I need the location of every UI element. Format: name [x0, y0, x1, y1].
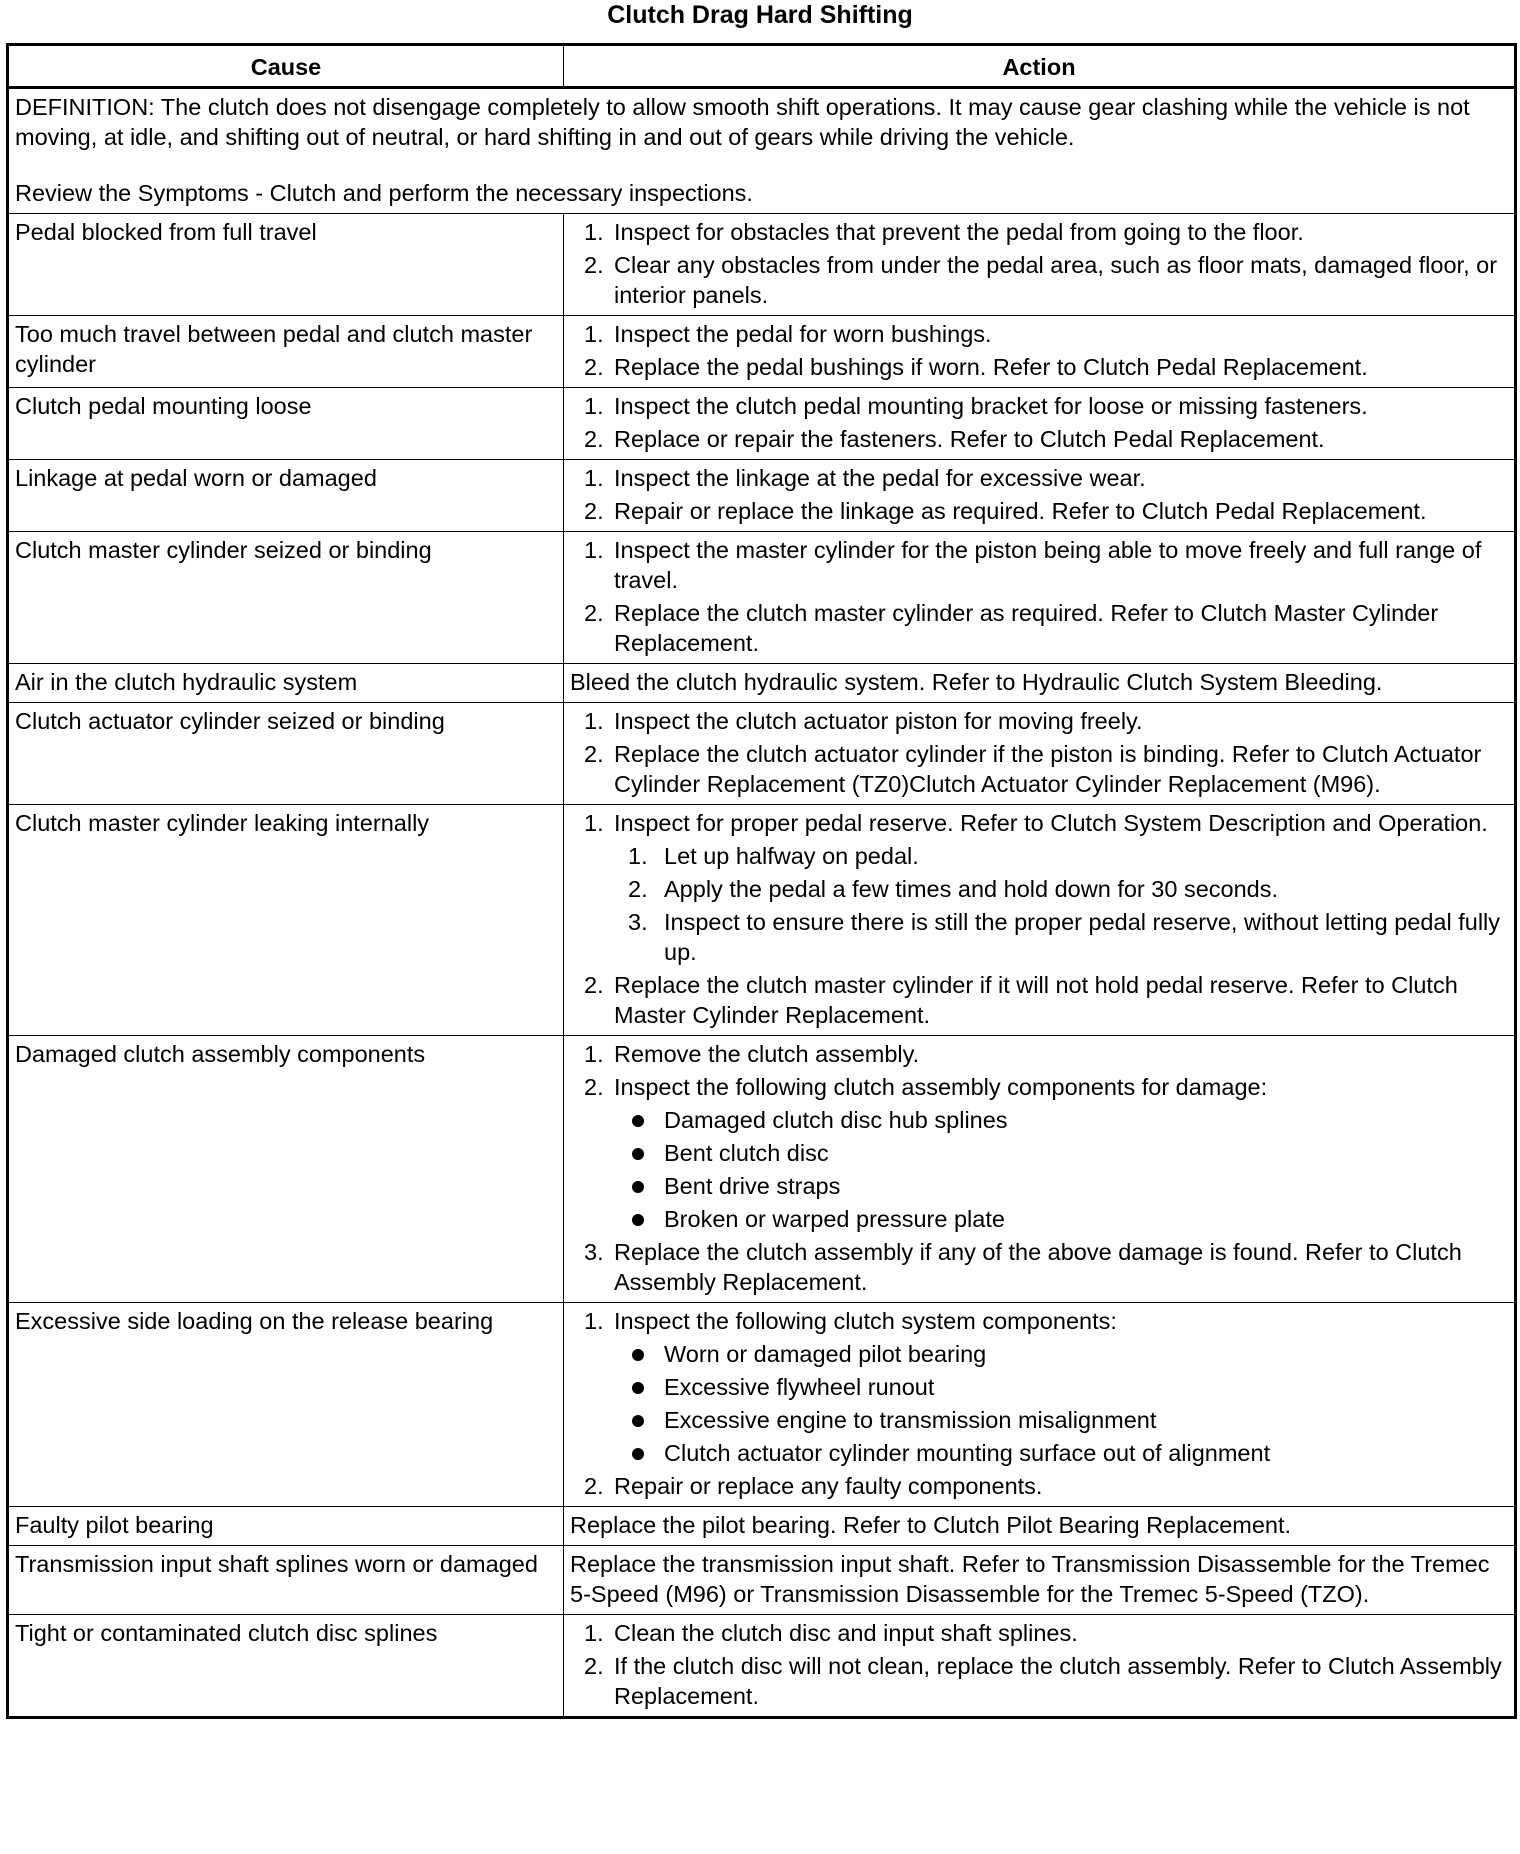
step-item: [570, 250, 1508, 310]
action-cell: [564, 1615, 1516, 1718]
step-item: [570, 970, 1508, 1030]
step-number: 1.: [584, 1308, 604, 1334]
step-text: Inspect the master cylinder for the piston being able to move freely and full range of travel.: [614, 537, 1482, 593]
action-cell: [564, 214, 1516, 316]
cause-cell: Tight or contaminated clutch disc splines: [8, 1615, 564, 1718]
action-cell: Bleed the clutch hydraulic system. Refer to Hydraulic Clutch System Bleeding.: [564, 664, 1516, 703]
step-text: Replace the pedal bushings if worn. Refer to Clutch Pedal Replacement.: [614, 354, 1368, 380]
bullet-item: [614, 1438, 1508, 1468]
step-number: 2.: [584, 498, 604, 524]
step-list: [570, 1306, 1508, 1501]
step-item: [570, 598, 1508, 658]
substep-item: [614, 841, 1508, 871]
step-item: [570, 391, 1508, 421]
substep-list: [614, 841, 1508, 967]
bullet-item: [614, 1105, 1508, 1135]
cause-column-header: Cause: [8, 45, 564, 88]
bullet-list: [614, 1339, 1508, 1468]
table-row: [8, 805, 1516, 1036]
step-text: Replace or repair the fasteners. Refer to Clutch Pedal Replacement.: [614, 426, 1325, 452]
step-number: 2.: [584, 1473, 604, 1499]
bullet-dot-icon: [632, 1349, 644, 1361]
definition-text: DEFINITION: The clutch does not disengage completely to allow smooth shift operations. It may cause gear clashing while the vehicle is not moving, at idle, and shifting out of neutral, or hard shifting in and out of gears while driving the vehicle.: [15, 94, 1470, 150]
step-list: [570, 1039, 1508, 1297]
step-text: Clear any obstacles from under the pedal area, such as floor mats, damaged floor, or interior panels.: [614, 252, 1498, 308]
substep-number: 3.: [628, 909, 648, 935]
definition-cell: [8, 88, 1516, 214]
bullet-dot-icon: [632, 1448, 644, 1460]
table-row: [8, 1507, 1516, 1546]
step-item: [570, 1237, 1508, 1297]
step-text: Repair or replace any faulty components.: [614, 1473, 1043, 1499]
document-title: Clutch Drag Hard Shifting: [607, 1, 913, 29]
action-column-header: Action: [564, 45, 1516, 88]
step-number: 2.: [584, 741, 604, 767]
bullet-dot-icon: [632, 1382, 644, 1394]
step-list: [570, 1618, 1508, 1711]
bullet-text: Clutch actuator cylinder mounting surface out of alignment: [664, 1440, 1271, 1466]
step-item: [570, 706, 1508, 736]
bullet-text: Broken or warped pressure plate: [664, 1206, 1005, 1232]
step-item: [570, 463, 1508, 493]
step-item: [570, 319, 1508, 349]
step-number: 1.: [584, 321, 604, 347]
step-item: [570, 535, 1508, 595]
step-number: 2.: [584, 354, 604, 380]
bullet-text: Bent drive straps: [664, 1173, 841, 1199]
step-item: [570, 1306, 1508, 1468]
step-number: 2.: [584, 972, 604, 998]
bullet-dot-icon: [632, 1181, 644, 1193]
action-cell: [564, 532, 1516, 664]
table-row: [8, 460, 1516, 532]
bullet-item: [614, 1171, 1508, 1201]
bullet-text: Damaged clutch disc hub splines: [664, 1107, 1008, 1133]
substep-item: [614, 874, 1508, 904]
cause-cell: Air in the clutch hydraulic system: [8, 664, 564, 703]
action-cell: [564, 805, 1516, 1036]
step-text: Inspect the pedal for worn bushings.: [614, 321, 992, 347]
step-item: [570, 217, 1508, 247]
step-list: [570, 463, 1508, 526]
action-cell: [564, 388, 1516, 460]
step-text: Repair or replace the linkage as required. Refer to Clutch Pedal Replacement.: [614, 498, 1427, 524]
step-text: Inspect for proper pedal reserve. Refer to Clutch System Description and Operation.: [614, 810, 1488, 836]
step-item: [570, 496, 1508, 526]
bullet-text: Excessive flywheel runout: [664, 1374, 935, 1400]
table-row: [8, 1615, 1516, 1718]
step-text: Clean the clutch disc and input shaft splines.: [614, 1620, 1078, 1646]
table-row: [8, 1036, 1516, 1303]
action-cell: [564, 460, 1516, 532]
cause-cell: Pedal blocked from full travel: [8, 214, 564, 316]
table-row: [8, 316, 1516, 388]
step-text: Inspect the clutch pedal mounting bracket for loose or missing fasteners.: [614, 393, 1368, 419]
substep-text: Apply the pedal a few times and hold down for 30 seconds.: [664, 876, 1278, 902]
step-list: [570, 706, 1508, 799]
bullet-dot-icon: [632, 1415, 644, 1427]
table-row: [8, 1546, 1516, 1615]
step-number: 3.: [584, 1239, 604, 1265]
cause-cell: Clutch master cylinder leaking internally: [8, 805, 564, 1036]
action-cell: [564, 316, 1516, 388]
step-item: [570, 424, 1508, 454]
step-text: Inspect for obstacles that prevent the pedal from going to the floor.: [614, 219, 1304, 245]
action-cell: Replace the transmission input shaft. Refer to Transmission Disassemble for the Tremec 5-Speed (M96) or Transmission Disassemble for the Tremec 5-Speed (TZO).: [564, 1546, 1516, 1615]
step-text: Replace the clutch assembly if any of the above damage is found. Refer to Clutch Assembly Replacement.: [614, 1239, 1462, 1295]
step-item: [570, 1072, 1508, 1234]
step-number: 2.: [584, 426, 604, 452]
step-number: 1.: [584, 219, 604, 245]
step-number: 1.: [584, 810, 604, 836]
step-text: Inspect the following clutch system components:: [614, 1308, 1117, 1334]
cause-cell: Clutch actuator cylinder seized or binding: [8, 703, 564, 805]
cause-cell: Transmission input shaft splines worn or damaged: [8, 1546, 564, 1615]
substep-text: Inspect to ensure there is still the proper pedal reserve, without letting pedal fully up.: [664, 909, 1501, 965]
cause-cell: Damaged clutch assembly components: [8, 1036, 564, 1303]
step-item: [570, 1039, 1508, 1069]
substep-text: Let up halfway on pedal.: [664, 843, 919, 869]
definition-row: [8, 88, 1516, 214]
table-row: [8, 703, 1516, 805]
header-row: [8, 45, 1516, 88]
action-cell: [564, 703, 1516, 805]
review-note: Review the Symptoms - Clutch and perform the necessary inspections.: [15, 180, 753, 206]
step-text: Replace the clutch actuator cylinder if the piston is binding. Refer to Clutch Actuator Cylinder Replacement (TZ0)Clutch Actuator Cylinder Replacement (M96).: [614, 741, 1482, 797]
step-number: 2.: [584, 252, 604, 278]
step-text: Inspect the linkage at the pedal for excessive wear.: [614, 465, 1146, 491]
table-row: [8, 664, 1516, 703]
cause-cell: Too much travel between pedal and clutch master cylinder: [8, 316, 564, 388]
step-number: 2.: [584, 1074, 604, 1100]
cause-cell: Linkage at pedal worn or damaged: [8, 460, 564, 532]
cause-cell: Clutch pedal mounting loose: [8, 388, 564, 460]
step-list: [570, 808, 1508, 1030]
bullet-dot-icon: [632, 1214, 644, 1226]
step-item: [570, 352, 1508, 382]
bullet-item: [614, 1372, 1508, 1402]
substep-item: [614, 907, 1508, 967]
step-text: Replace the clutch master cylinder as required. Refer to Clutch Master Cylinder Replacement.: [614, 600, 1439, 656]
step-number: 1.: [584, 1041, 604, 1067]
step-item: [570, 1651, 1508, 1711]
step-item: [570, 1618, 1508, 1648]
step-item: [570, 739, 1508, 799]
table-row: [8, 1303, 1516, 1507]
step-list: [570, 319, 1508, 382]
step-text: Inspect the clutch actuator piston for moving freely.: [614, 708, 1143, 734]
bullet-text: Worn or damaged pilot bearing: [664, 1341, 987, 1367]
step-item: [570, 1471, 1508, 1501]
action-cell: [564, 1036, 1516, 1303]
step-text: Replace the clutch master cylinder if it will not hold pedal reserve. Refer to Clutch Master Cylinder Replacement.: [614, 972, 1458, 1028]
substep-number: 1.: [628, 843, 648, 869]
step-text: If the clutch disc will not clean, replace the clutch assembly. Refer to Clutch Assembly Replacement.: [614, 1653, 1502, 1709]
action-cell: Replace the pilot bearing. Refer to Clutch Pilot Bearing Replacement.: [564, 1507, 1516, 1546]
bullet-dot-icon: [632, 1115, 644, 1127]
bullet-text: Excessive engine to transmission misalignment: [664, 1407, 1157, 1433]
bullet-item: [614, 1138, 1508, 1168]
step-number: 1.: [584, 708, 604, 734]
bullet-list: [614, 1105, 1508, 1234]
substep-number: 2.: [628, 876, 648, 902]
step-text: Inspect the following clutch assembly components for damage:: [614, 1074, 1268, 1100]
table-row: [8, 532, 1516, 664]
action-cell: [564, 1303, 1516, 1507]
bullet-text: Bent clutch disc: [664, 1140, 829, 1166]
step-number: 1.: [584, 537, 604, 563]
bullet-item: [614, 1204, 1508, 1234]
step-number: 1.: [584, 1620, 604, 1646]
step-number: 2.: [584, 1653, 604, 1679]
step-text: Remove the clutch assembly.: [614, 1041, 920, 1067]
table-row: [8, 388, 1516, 460]
step-number: 2.: [584, 600, 604, 626]
table-row: [8, 214, 1516, 316]
cause-cell: Clutch master cylinder seized or binding: [8, 532, 564, 664]
step-list: [570, 217, 1508, 310]
bullet-dot-icon: [632, 1148, 644, 1160]
bullet-item: [614, 1339, 1508, 1369]
step-list: [570, 535, 1508, 658]
step-item: [570, 808, 1508, 967]
cause-cell: Faulty pilot bearing: [8, 1507, 564, 1546]
cause-cell: Excessive side loading on the release bearing: [8, 1303, 564, 1507]
bullet-item: [614, 1405, 1508, 1435]
step-number: 1.: [584, 393, 604, 419]
step-number: 1.: [584, 465, 604, 491]
step-list: [570, 391, 1508, 454]
diagnostic-table: [6, 43, 1517, 1719]
